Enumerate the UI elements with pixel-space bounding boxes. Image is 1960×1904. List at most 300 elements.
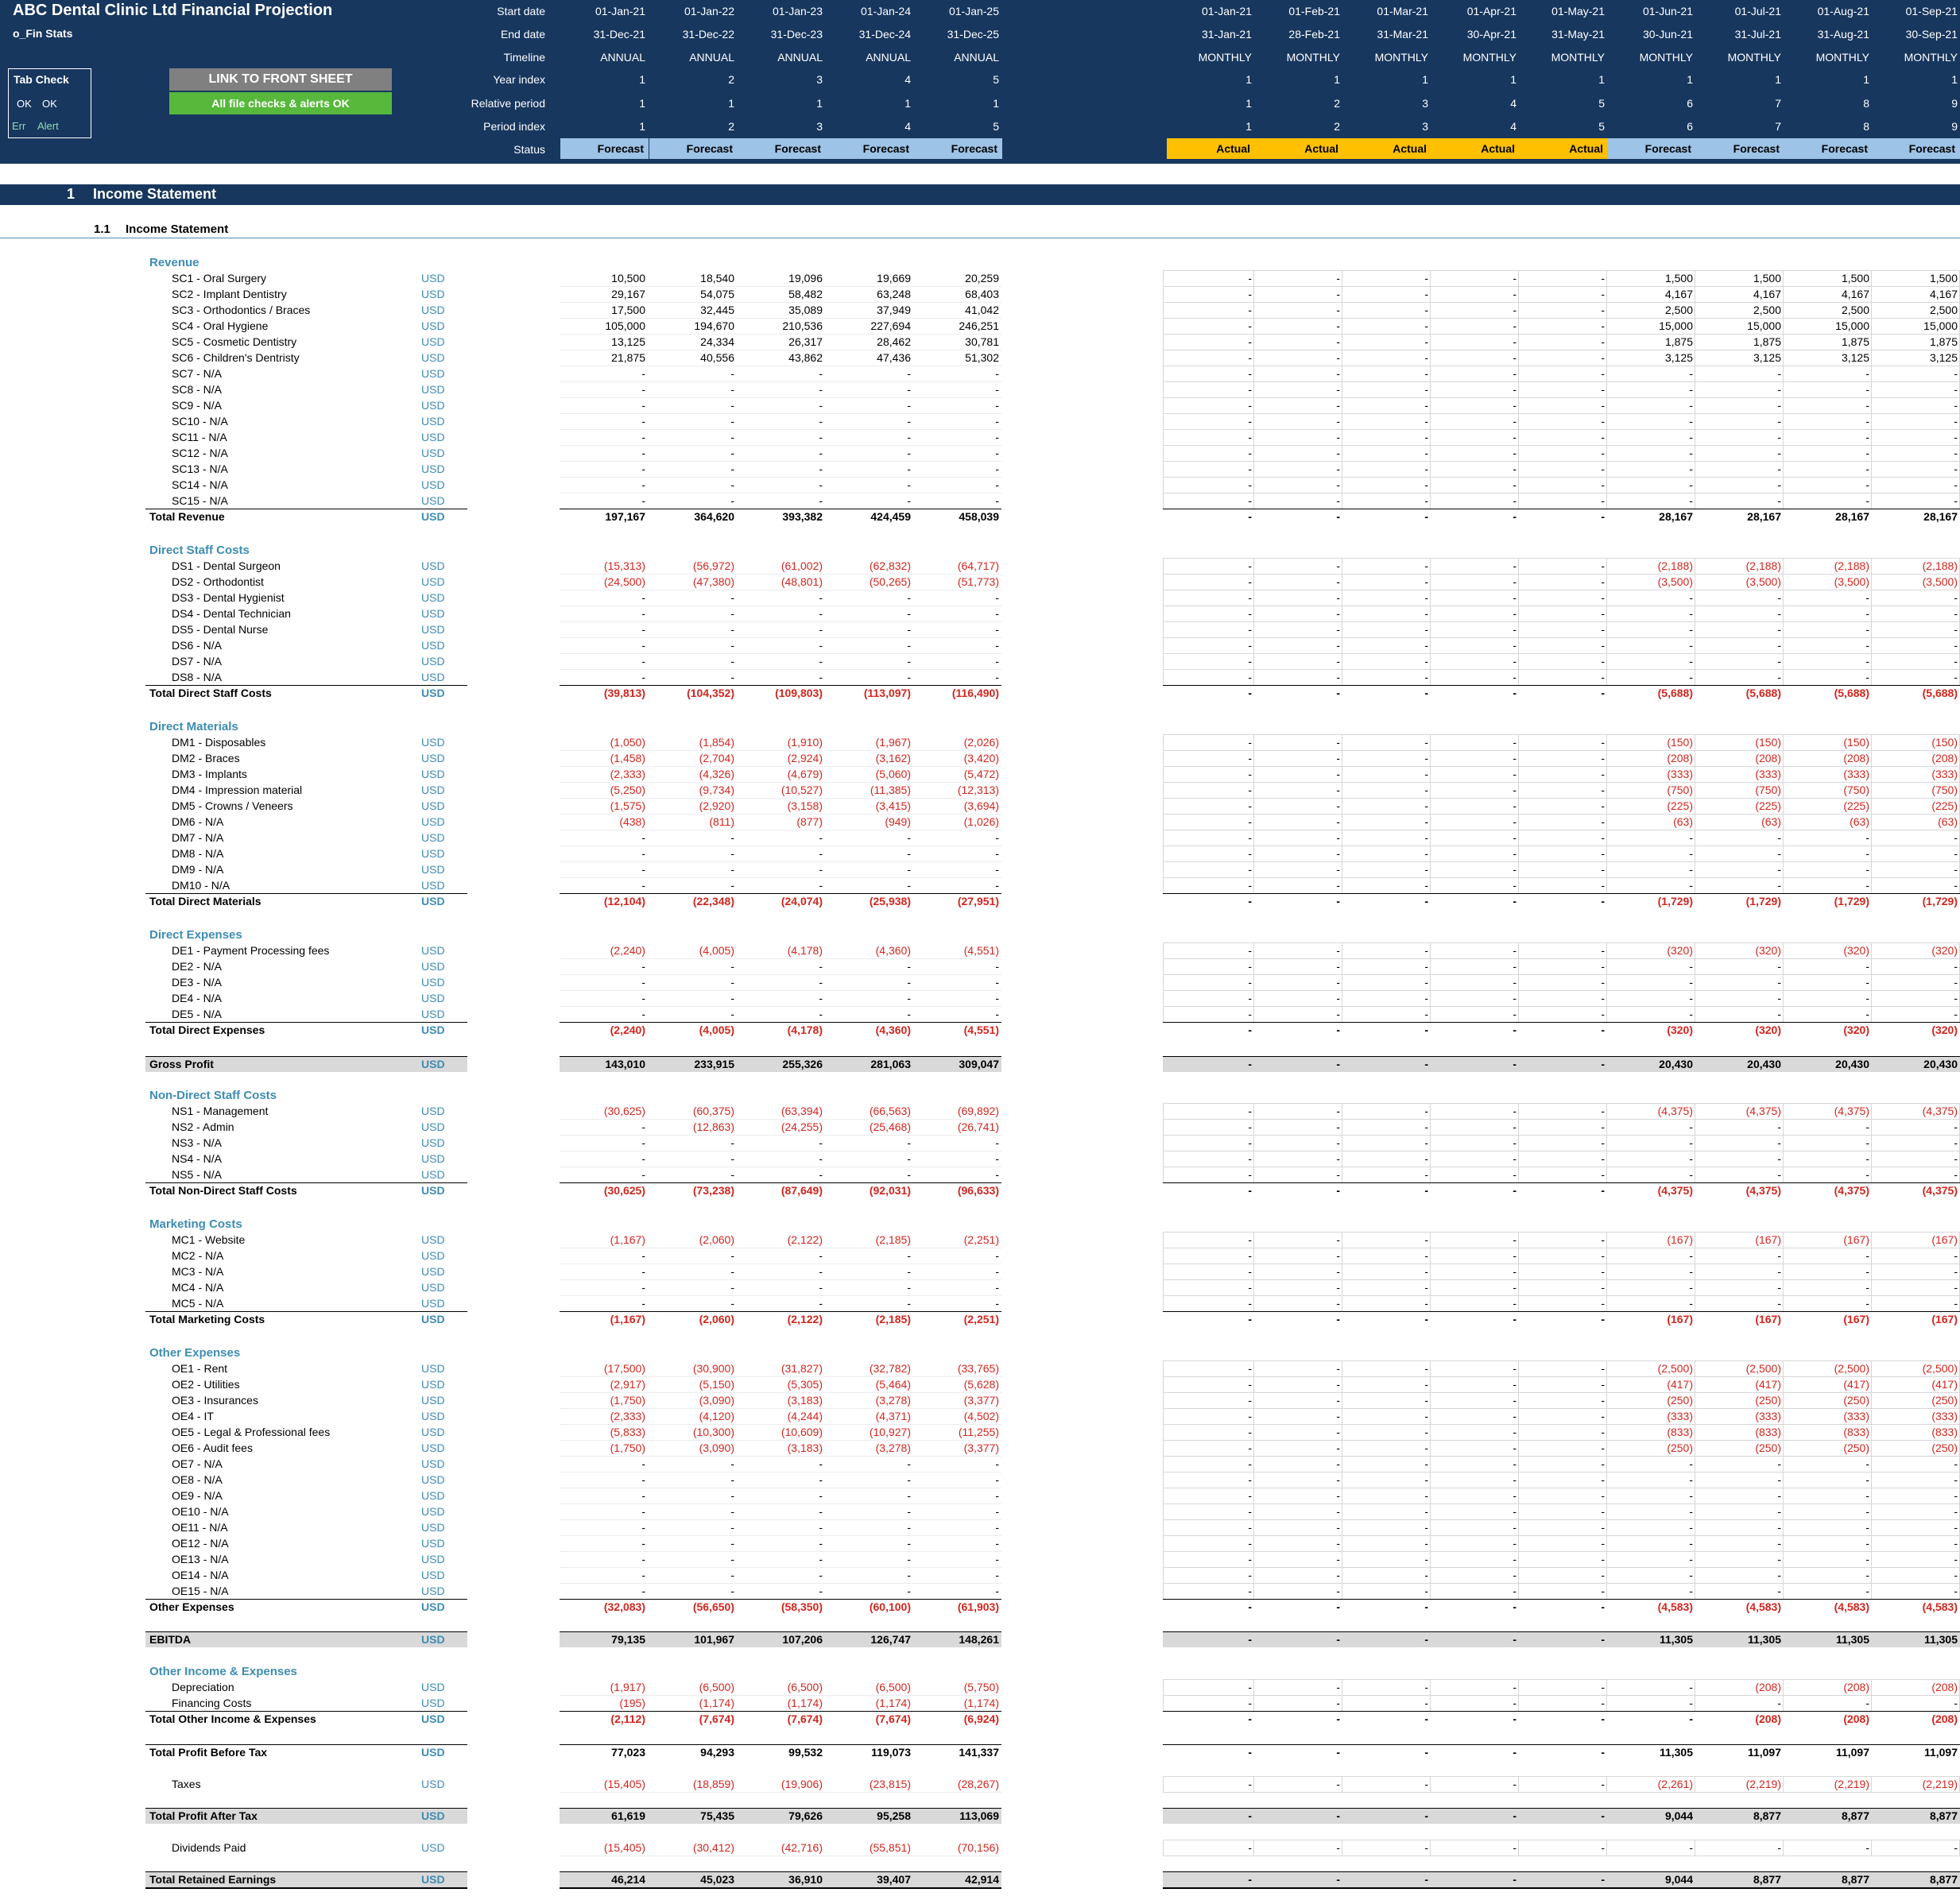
monthly-value: -: [1513, 1585, 1516, 1597]
grid-line: [560, 302, 1001, 303]
annual-value: -: [819, 607, 823, 620]
monthly-value: -: [1777, 879, 1781, 892]
monthly-value: -: [1248, 879, 1252, 892]
annual-value: (10,527): [781, 784, 823, 796]
header-monthly-year-index: 1: [1422, 73, 1428, 86]
annual-value: -: [730, 1505, 734, 1518]
monthly-value: -: [1601, 1024, 1605, 1036]
monthly-value: -: [1513, 1600, 1516, 1613]
monthly-value: -: [1248, 431, 1252, 443]
monthly-value: -: [1424, 1809, 1428, 1822]
monthly-value: -: [1777, 447, 1781, 459]
annual-value: 40,556: [700, 351, 734, 364]
monthly-value: -: [1248, 1394, 1252, 1407]
page-title: ABC Dental Clinic Ltd Financial Projection: [13, 2, 333, 19]
monthly-value: -: [1777, 1249, 1781, 1262]
monthly-value: -: [1777, 1297, 1781, 1310]
annual-value: (25,938): [869, 895, 911, 907]
annual-value: -: [730, 478, 734, 491]
annual-value: (25,468): [869, 1120, 911, 1133]
monthly-value: 1,500: [1753, 272, 1781, 284]
total-rule: [145, 1056, 467, 1057]
annual-value: (1,458): [610, 752, 645, 764]
annual-value: -: [995, 1249, 999, 1262]
monthly-value: -: [1601, 976, 1605, 989]
monthly-value: -: [1336, 1249, 1340, 1262]
annual-value: -: [907, 447, 911, 459]
monthly-value: -: [1513, 431, 1516, 443]
annual-value: 18,540: [700, 272, 734, 284]
header-row-label: Status: [513, 143, 545, 156]
annual-value: -: [995, 415, 999, 428]
monthly-value: (333): [1931, 1410, 1958, 1422]
annual-value: (2,251): [963, 1233, 999, 1246]
monthly-value: -: [1424, 1394, 1428, 1407]
monthly-value: (208): [1931, 1681, 1958, 1693]
annual-value: (5,250): [610, 784, 645, 796]
monthly-value: (333): [1843, 1410, 1869, 1422]
annual-value: -: [641, 1265, 645, 1278]
annual-value: (12,863): [692, 1120, 734, 1133]
annual-value: (32,782): [869, 1362, 911, 1375]
grid-column: [1606, 1103, 1607, 1182]
annual-value: -: [641, 1249, 645, 1262]
header-annual-timeline: ANNUAL: [954, 51, 999, 64]
monthly-value: -: [1424, 591, 1428, 604]
annual-value: (2,185): [875, 1313, 911, 1325]
currency-label: USD: [421, 1313, 445, 1325]
annual-value: -: [641, 655, 645, 668]
monthly-value: -: [1601, 575, 1605, 588]
header-monthly-timeline: MONTHLY: [1374, 51, 1428, 64]
annual-value: 246,251: [959, 319, 999, 332]
annual-value: (4,371): [875, 1410, 911, 1422]
grid-line: [1163, 1135, 1960, 1136]
link-to-front-sheet-button[interactable]: LINK TO FRONT SHEET: [169, 68, 392, 91]
currency-label: USD: [421, 1681, 445, 1693]
grid-line: [560, 1135, 1001, 1136]
annual-value: -: [995, 976, 999, 989]
monthly-value: -: [1689, 591, 1693, 604]
annual-value: 255,326: [782, 1058, 823, 1070]
monthly-value: -: [1601, 1489, 1605, 1502]
annual-value: -: [907, 431, 911, 443]
monthly-value: -: [1601, 639, 1605, 652]
currency-label: USD: [421, 1712, 445, 1725]
annual-value: -: [995, 1585, 999, 1597]
monthly-value: -: [1424, 1697, 1428, 1709]
currency-label: USD: [421, 784, 445, 796]
monthly-value: -: [1248, 494, 1252, 507]
annual-value: 143,010: [605, 1058, 645, 1070]
currency-label: USD: [421, 351, 445, 364]
monthly-value: -: [1601, 1184, 1605, 1197]
annual-value: -: [641, 1152, 645, 1165]
monthly-value: -: [1336, 1410, 1340, 1422]
monthly-value: -: [1424, 1600, 1428, 1613]
grid-line: [560, 429, 1001, 430]
monthly-value: -: [1954, 655, 1958, 668]
monthly-value: -: [1248, 399, 1252, 412]
annual-value: 94,293: [700, 1746, 734, 1759]
monthly-value: -: [1777, 1537, 1781, 1550]
annual-value: -: [907, 399, 911, 412]
annual-value: 63,248: [877, 288, 911, 300]
monthly-value: -: [1954, 1553, 1958, 1565]
annual-value: -: [641, 447, 645, 459]
grid-column: [1518, 1232, 1519, 1311]
annual-value: -: [641, 607, 645, 620]
monthly-value: -: [1424, 304, 1428, 316]
header-monthly-period-index: 8: [1863, 120, 1869, 133]
annual-value: (61,903): [957, 1600, 999, 1613]
monthly-value: -: [1777, 1505, 1781, 1518]
annual-value: (4,502): [963, 1410, 999, 1422]
monthly-value: -: [1336, 272, 1340, 284]
monthly-value: -: [1424, 799, 1428, 812]
monthly-value: -: [1513, 1521, 1516, 1534]
monthly-value: -: [1513, 1681, 1516, 1693]
monthly-value: -: [1954, 494, 1958, 507]
annual-value: (6,500): [699, 1681, 734, 1693]
grid-line: [1163, 1103, 1960, 1104]
total-label: Total Other Income & Expenses: [149, 1712, 316, 1725]
annual-value: (7,674): [787, 1712, 823, 1725]
status-badge: Forecast: [1696, 138, 1784, 159]
line-item-label: OE1 - Rent: [172, 1362, 228, 1375]
annual-value: -: [819, 655, 823, 668]
monthly-value: -: [1513, 1378, 1516, 1391]
annual-value: -: [907, 494, 911, 507]
monthly-value: -: [1248, 462, 1252, 475]
monthly-value: -: [1424, 1457, 1428, 1470]
file-checks-status: All file checks & alerts OK: [169, 92, 392, 114]
annual-value: 281,063: [870, 1058, 911, 1070]
annual-value: -: [641, 591, 645, 604]
total-rule: [560, 1711, 1001, 1712]
monthly-value: (320): [1843, 944, 1869, 957]
monthly-value: (208): [1755, 752, 1781, 764]
total-rule: [145, 1744, 467, 1745]
grid-line: [1163, 653, 1960, 654]
annual-value: -: [995, 1136, 999, 1149]
monthly-value: (333): [1755, 1410, 1781, 1422]
grid-column: [1253, 1840, 1254, 1856]
monthly-value: (417): [1931, 1378, 1958, 1391]
monthly-value: (1,729): [1657, 895, 1693, 907]
monthly-value: (208): [1931, 1712, 1958, 1725]
annual-value: -: [995, 462, 999, 475]
monthly-value: -: [1865, 863, 1869, 876]
line-item-label: DM1 - Disposables: [172, 736, 266, 749]
monthly-value: -: [1865, 879, 1869, 892]
monthly-value: -: [1513, 415, 1516, 428]
monthly-value: -: [1248, 304, 1252, 316]
annual-value: (28,267): [957, 1778, 999, 1790]
header-monthly-end: 31-Aug-21: [1817, 28, 1869, 41]
grid-line: [1163, 445, 1960, 446]
line-item-label: OE11 - N/A: [172, 1521, 228, 1534]
annual-value: (66,563): [869, 1105, 911, 1117]
monthly-value: -: [1424, 510, 1428, 523]
annual-value: (56,650): [692, 1600, 734, 1613]
monthly-value: -: [1336, 687, 1340, 699]
annual-value: (3,377): [963, 1442, 999, 1454]
annual-value: -: [641, 1281, 645, 1294]
annual-value: -: [730, 1265, 734, 1278]
monthly-value: (167): [1843, 1233, 1869, 1246]
grid-line: [560, 653, 1001, 654]
monthly-value: -: [1777, 655, 1781, 668]
grid-column: [1430, 942, 1431, 1022]
monthly-value: -: [1601, 1521, 1605, 1534]
annual-value: -: [819, 1297, 823, 1310]
grid-line: [1163, 861, 1960, 862]
monthly-value: -: [1954, 960, 1958, 973]
monthly-value: -: [1336, 1105, 1340, 1117]
annual-value: (1,174): [875, 1697, 911, 1709]
header-annual-period-index: 5: [993, 120, 999, 133]
annual-value: -: [995, 1569, 999, 1581]
annual-value: (55,851): [869, 1841, 911, 1854]
group-heading: Direct Expenses: [149, 928, 242, 942]
annual-value: -: [907, 1569, 911, 1581]
group-heading: Other Income & Expenses: [149, 1665, 297, 1678]
annual-value: -: [907, 1505, 911, 1518]
monthly-value: -: [1601, 863, 1605, 876]
annual-value: -: [641, 415, 645, 428]
monthly-value: -: [1248, 1809, 1252, 1822]
monthly-value: -: [1689, 960, 1693, 973]
annual-value: -: [819, 992, 823, 1004]
header-row-label: Timeline: [503, 51, 545, 64]
monthly-value: -: [1513, 272, 1516, 284]
monthly-value: (2,219): [1922, 1778, 1958, 1790]
monthly-value: -: [1336, 447, 1340, 459]
header-monthly-year-index: 1: [1687, 73, 1693, 86]
header-monthly-timeline: MONTHLY: [1815, 51, 1869, 64]
annual-value: -: [641, 960, 645, 973]
monthly-value: -: [1424, 288, 1428, 300]
total-rule: [560, 1311, 1001, 1312]
annual-value: -: [995, 1008, 999, 1020]
annual-value: -: [819, 462, 823, 475]
monthly-value: (208): [1755, 1712, 1781, 1725]
monthly-value: -: [1248, 1505, 1252, 1518]
annual-value: (47,380): [692, 575, 734, 588]
monthly-value: -: [1601, 399, 1605, 412]
annual-value: -: [730, 431, 734, 443]
grid-line: [1163, 574, 1960, 575]
annual-value: -: [641, 1457, 645, 1470]
total-rule: [560, 1182, 1001, 1183]
annual-value: -: [730, 607, 734, 620]
annual-value: -: [730, 1457, 734, 1470]
monthly-value: -: [1777, 992, 1781, 1004]
monthly-value: -: [1954, 1249, 1958, 1262]
line-item-label: SC6 - Children's Dentristy: [172, 351, 300, 364]
monthly-value: -: [1248, 1489, 1252, 1502]
monthly-value: -: [1954, 1569, 1958, 1581]
monthly-value: -: [1777, 1120, 1781, 1133]
annual-value: -: [641, 1521, 645, 1534]
annual-value: -: [819, 1281, 823, 1294]
grid-column: [1518, 1840, 1519, 1856]
monthly-value: -: [1248, 768, 1252, 780]
monthly-value: -: [1601, 944, 1605, 957]
header-monthly-year-index: 1: [1951, 73, 1958, 86]
monthly-value: -: [1248, 510, 1252, 523]
ebitda-label: EBITDA: [149, 1633, 192, 1646]
monthly-value: 11,097: [1835, 1746, 1869, 1759]
annual-value: -: [819, 671, 823, 683]
annual-value: (9,734): [699, 784, 734, 796]
line-item-label: SC13 - N/A: [172, 462, 228, 475]
monthly-value: -: [1424, 1008, 1428, 1020]
monthly-value: -: [1865, 591, 1869, 604]
annual-value: -: [907, 415, 911, 428]
monthly-value: -: [1601, 815, 1605, 828]
currency-label: USD: [421, 1281, 445, 1294]
header-monthly-period-index: 1: [1245, 120, 1252, 133]
monthly-value: -: [1424, 768, 1428, 780]
header-annual-year-index: 2: [728, 73, 734, 86]
monthly-value: -: [1777, 960, 1781, 973]
monthly-value: -: [1513, 1712, 1516, 1725]
annual-value: -: [995, 478, 999, 491]
currency-label: USD: [421, 1058, 445, 1070]
grid-line: [1163, 334, 1960, 335]
grid-column: [1606, 270, 1607, 509]
monthly-value: -: [1777, 1553, 1781, 1565]
annual-value: -: [730, 1553, 734, 1565]
annual-value: -: [907, 1521, 911, 1534]
grid-column: [1783, 1232, 1784, 1311]
monthly-value: -: [1248, 1313, 1252, 1325]
annual-value: -: [995, 863, 999, 876]
monthly-value: -: [1954, 623, 1958, 636]
monthly-value: -: [1601, 1008, 1605, 1020]
monthly-value: -: [1865, 1585, 1869, 1597]
header-annual-relative-period: 1: [816, 97, 823, 110]
monthly-value: -: [1513, 1489, 1516, 1502]
monthly-value: -: [1777, 1521, 1781, 1534]
annual-value: (1,050): [610, 736, 645, 749]
monthly-value: (4,375): [1745, 1184, 1781, 1197]
monthly-value: -: [1513, 863, 1516, 876]
monthly-value: -: [1336, 1362, 1340, 1375]
monthly-value: -: [1248, 1553, 1252, 1565]
currency-label: USD: [421, 1394, 445, 1407]
monthly-value: -: [1336, 559, 1340, 572]
monthly-value: -: [1248, 1841, 1252, 1854]
annual-value: -: [730, 623, 734, 636]
monthly-value: -: [1336, 1378, 1340, 1391]
annual-value: (5,833): [610, 1426, 645, 1438]
monthly-value: -: [1601, 1394, 1605, 1407]
monthly-value: -: [1954, 1297, 1958, 1310]
monthly-value: -: [1601, 687, 1605, 699]
annual-value: -: [819, 431, 823, 443]
annual-value: -: [907, 863, 911, 876]
monthly-value: -: [1513, 976, 1516, 989]
grid-line: [1163, 318, 1960, 319]
annual-value: 13,125: [611, 335, 645, 348]
annual-value: -: [730, 1249, 734, 1262]
monthly-value: (3,500): [1922, 575, 1958, 588]
grid-line: [1163, 766, 1960, 767]
monthly-value: -: [1601, 1265, 1605, 1278]
currency-label: USD: [421, 319, 445, 332]
monthly-value: -: [1865, 639, 1869, 652]
monthly-value: (4,583): [1922, 1600, 1958, 1613]
annual-value: -: [907, 1585, 911, 1597]
monthly-value: -: [1689, 863, 1693, 876]
group-heading: Other Expenses: [149, 1346, 241, 1360]
annual-value: (1,167): [610, 1313, 645, 1325]
monthly-value: -: [1689, 1505, 1693, 1518]
annual-value: -: [819, 399, 823, 412]
annual-value: (87,649): [781, 1184, 823, 1197]
monthly-value: -: [1248, 671, 1252, 683]
grid-line: [1163, 270, 1960, 271]
monthly-value: (167): [1667, 1313, 1693, 1325]
monthly-value: -: [1336, 1024, 1340, 1036]
monthly-value: -: [1248, 591, 1252, 604]
annual-value: -: [907, 1297, 911, 1310]
annual-value: -: [641, 494, 645, 507]
annual-value: -: [641, 1537, 645, 1550]
monthly-value: -: [1777, 847, 1781, 860]
annual-value: -: [907, 1152, 911, 1165]
monthly-value: -: [1689, 1473, 1693, 1486]
annual-value: -: [907, 847, 911, 860]
monthly-value: (225): [1843, 799, 1869, 812]
header-annual-start: 01-Jan-24: [860, 5, 911, 17]
monthly-value: -: [1424, 1136, 1428, 1149]
currency-label: USD: [421, 591, 445, 604]
annual-value: -: [819, 863, 823, 876]
monthly-value: -: [1777, 1489, 1781, 1502]
header-monthly-relative-period: 6: [1687, 97, 1693, 110]
status-badge: Forecast: [914, 138, 1002, 159]
monthly-value: -: [1513, 1024, 1516, 1036]
line-item-label: SC12 - N/A: [172, 447, 228, 459]
grid-line: [1163, 1792, 1960, 1793]
monthly-value: -: [1513, 1362, 1516, 1375]
monthly-value: -: [1424, 1633, 1428, 1646]
currency-label: USD: [421, 1697, 445, 1709]
annual-value: 99,532: [788, 1746, 823, 1759]
monthly-value: 11,305: [1747, 1633, 1781, 1646]
grid-line: [1163, 942, 1960, 943]
total-rule: [560, 685, 1001, 686]
monthly-value: -: [1336, 784, 1340, 796]
monthly-value: (2,188): [1834, 559, 1869, 572]
section-title: Income Statement: [93, 186, 217, 202]
monthly-value: -: [1336, 367, 1340, 380]
annual-value: (3,420): [963, 752, 999, 764]
monthly-value: -: [1601, 1553, 1605, 1565]
monthly-value: 4,167: [1753, 288, 1781, 300]
monthly-value: -: [1248, 1058, 1252, 1070]
grid-line: [560, 445, 1001, 446]
header-monthly-period-index: 3: [1422, 120, 1428, 133]
grid-line: [1163, 429, 1960, 430]
grid-line: [1163, 413, 1960, 414]
monthly-value: -: [1601, 992, 1605, 1004]
grid-line: [560, 1295, 1001, 1296]
